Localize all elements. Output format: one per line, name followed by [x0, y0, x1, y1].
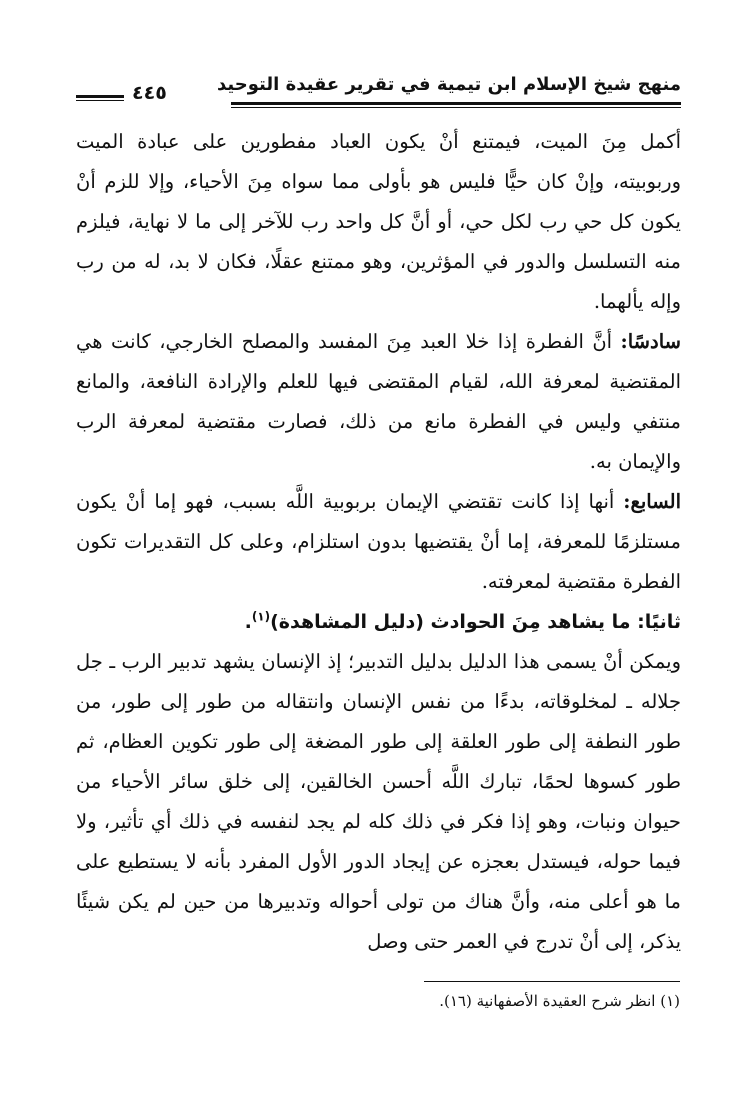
page-number-rule [76, 95, 124, 98]
paragraph-1: أكمل مِنَ الميت، فيمتنع أنْ يكون العباد مفطورين على عبادة الميت وربوبيته، وإنْ كان حيًّا فليس هو بأولى مما سواه مِنَ الأحياء، وإلا للزم أنْ يكون كل حي رب لكل حي، أو أنَّ كل واحد رب للآخر إلى ما لا نهاية، فيلزم منه التسلسل والدور في المؤثرين، وهو ممتنع عقلًا، فكان لا بد، له من رب وإله يألهما. [76, 130, 681, 313]
section-heading-text: ثانيًا: ما يشاهد مِنَ الحوادث (دليل المشاهدة) [270, 611, 681, 633]
page-number: ٤٤٥ [132, 82, 167, 104]
paragraph-3-lead: السابع: [623, 490, 681, 513]
body-text [76, 122, 681, 962]
running-header [76, 74, 681, 114]
footnote: (١) انظر شرح العقيدة الأصفهانية (١٦). [439, 992, 680, 1010]
footnote-reference: (١) [251, 609, 271, 624]
header-rule [231, 102, 681, 105]
header-rule-thin [231, 107, 681, 108]
footnote-rule [424, 981, 680, 982]
paragraph-3 [76, 482, 681, 602]
section-heading: ثانيًا: ما يشاهد مِنَ الحوادث (دليل المشاهدة)$^{(١)}$. [244, 609, 681, 633]
page-number-rule-thin [76, 100, 124, 101]
paragraph-2-lead: سادسًا: [620, 330, 681, 353]
paragraph-2-text: أنَّ الفطرة إذا خلا العبد مِنَ المفسد والمصلح الخارجي، كانت هي المقتضية لمعرفة الله، لقيام المقتضى فيها للعلم والإرادة النافعة، والمانع منتفي وليس في الفطرة مانع من ذلك، فصارت مقتضية لمعرفة الرب والإيمان به. [76, 330, 681, 473]
paragraph-2 [76, 322, 681, 482]
paragraph-4: ويمكن أنْ يسمى هذا الدليل بدليل التدبير؛ إذ الإنسان يشهد تدبير الرب ـ جل جلاله ـ لمخلوقاته، بدءًا من نفس الإنسان وانتقاله من طور إلى طور، من طور النطفة إلى طور العلقة إلى طور المضغة إلى طور تكوين العظام، ثم طور كسوها لحمًا، تبارك اللَّه أحسن الخالقين، إلى خلق سائر الأحياء من حيوان ونبات، وهو إذا فكر في ذلك كله لم يجد لنفسه في ذلك أي تأثير، ولا فيما حوله، فيستدل بعجزه عن إيجاد الدور الأول المفرد بأنه لا يستطيع على ما هو أعلى منه، وأنَّ هناك من تولى أحواله وتدبيرها من حين لم يكن شيئًا يذكر، إلى أنْ تدرج في العمر حتى وصل [76, 650, 681, 953]
header-title: منهج شيخ الإسلام ابن تيمية في تقرير عقيدة التوحيد [217, 74, 681, 95]
paragraph-3-text: أنها إذا كانت تقتضي الإيمان بربوبية اللَّه بسبب، فهو إما أنْ يكون مستلزمًا للمعرفة، إما أنْ يقتضيها بدون استلزام، وعلى كل التقديرات تكون الفطرة مقتضية لمعرفته. [76, 490, 681, 593]
